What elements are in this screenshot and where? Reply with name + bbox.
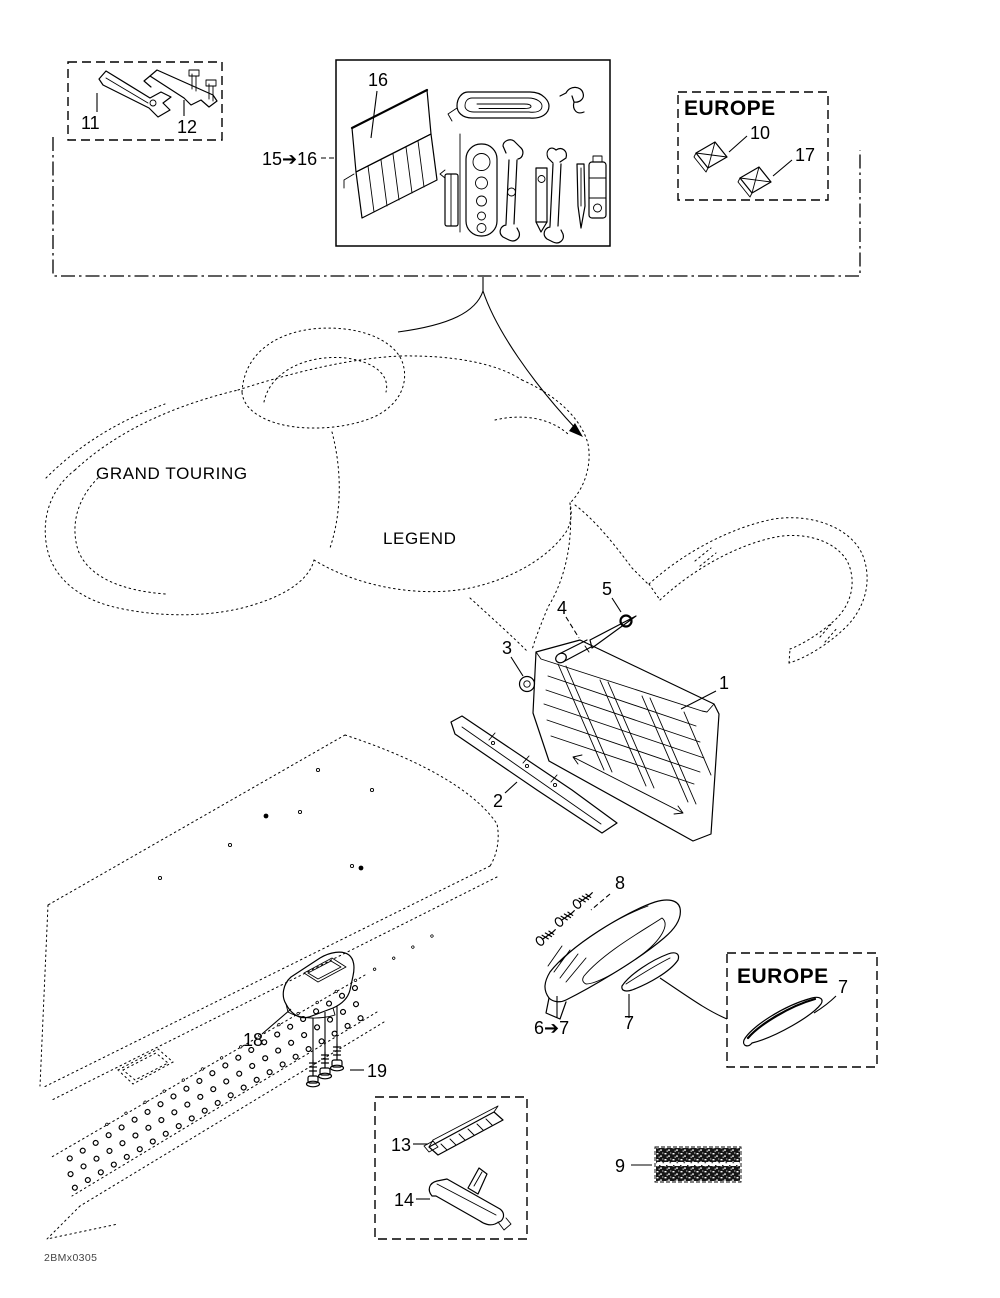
kit-location-bracket [53,137,860,276]
model-label-grand-touring: GRAND TOURING [96,464,248,483]
rear-panel-part1-drawing [533,640,719,841]
callout-13: 13 [391,1135,412,1155]
callout-9: 9 [615,1156,626,1176]
spark-plug-wrench-drawing [466,144,497,236]
callout-10: 10 [750,123,771,143]
part-10-drawing [694,142,727,172]
part-13-drawing [424,1106,503,1155]
leader-5 [612,598,621,612]
callout-4: 4 [557,598,568,618]
socket-driver-drawing [589,156,606,218]
part-14-drawing [429,1168,511,1230]
leader-3 [511,657,523,676]
arrowhead [569,423,583,437]
runner-parts-box [375,1097,527,1239]
callout-15-16: 15➔16 [262,149,318,169]
callout-5: 5 [602,579,613,599]
leader-4 [566,617,579,638]
leader-10 [729,136,747,152]
wrench-a-drawing [500,140,523,241]
callout-3: 3 [502,638,513,658]
part-12-drawing [144,70,217,107]
runner-parts-box-border [375,1097,527,1239]
washer-part3-drawing [520,677,535,692]
callout-18: 18 [243,1030,264,1050]
europe-bottom-box [727,953,877,1067]
tunnel-drawing [40,735,498,1239]
part-11-drawing [99,71,171,117]
hitch-cover-part18-drawing [283,952,354,1018]
callout-1: 1 [719,673,730,693]
callout-6-7: 6➔7 [534,1018,570,1038]
callout-16: 16 [368,70,389,90]
callout-2: 2 [493,791,504,811]
leader-16 [371,91,377,138]
callout-19: 19 [367,1061,388,1081]
clip-tool-drawing [440,170,458,226]
bolt-part4-drawing [554,616,636,665]
europe-top-box [678,92,828,200]
lower-strip-part2-drawing [451,716,617,833]
leader-18 [262,1009,291,1034]
leader-2 [505,782,517,793]
screws-part8-drawing [535,889,595,946]
callout-11: 11 [81,113,100,133]
callout-8: 8 [615,873,626,893]
leader-europe-7 [814,996,836,1013]
hook-tool-drawing [560,87,584,113]
part-17-drawing [738,167,771,197]
callout-12: 12 [177,117,198,137]
callout-17: 17 [795,145,816,165]
feeler-tool-drawing [536,168,547,232]
europe-bottom-title: EUROPE [737,965,829,988]
grab-handle-drawing [649,518,867,663]
tool-kit-box [336,60,610,246]
kit-location-leaders [398,277,583,437]
footer-drawing-code: 2BMx0305 [44,1252,98,1264]
leader-to-europe-box [660,978,727,1019]
europe-lens-part7-drawing [744,997,822,1045]
tool-pouch-drawing [344,90,437,218]
strap-drawing [448,92,549,121]
europe-top-title: EUROPE [684,97,776,120]
leader-17 [773,160,792,176]
callout-europe-7: 7 [838,977,849,997]
model-label-legend: LEGEND [383,529,457,548]
callout-14: 14 [394,1190,415,1210]
callout-7: 7 [624,1013,635,1033]
reflective-decal-part9-drawing [655,1147,741,1182]
leader-8 [591,894,610,910]
leader-1 [681,691,716,709]
small-tools-box [68,62,222,140]
punch-tool-drawing [577,164,585,228]
